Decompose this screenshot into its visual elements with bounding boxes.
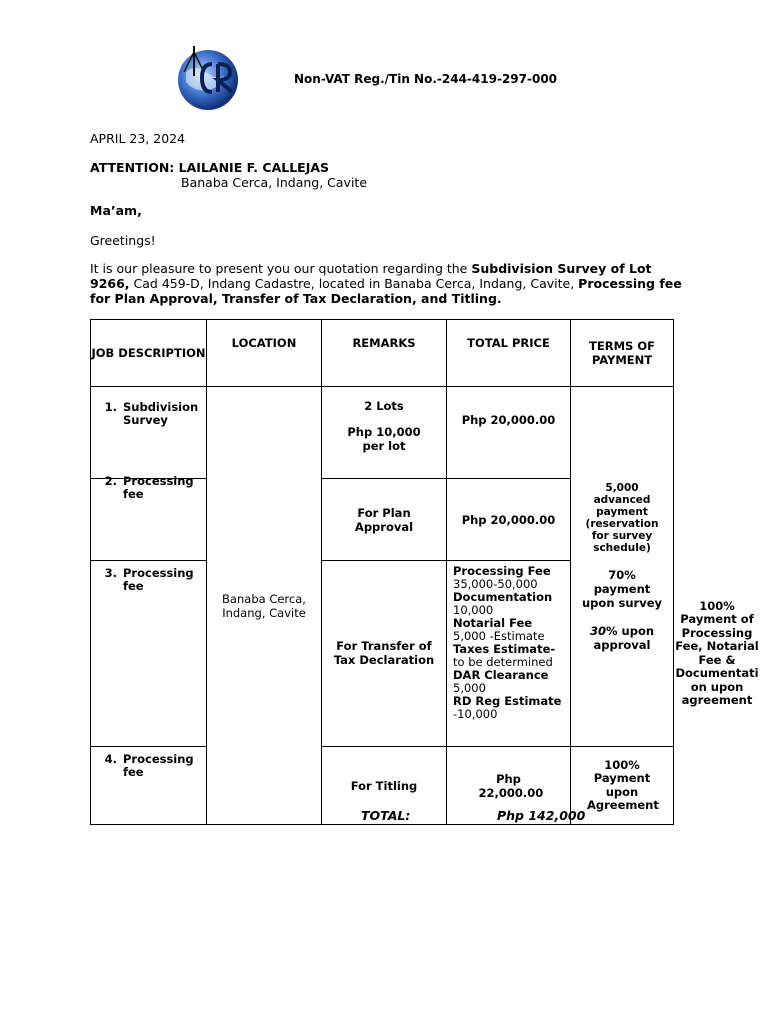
terms-survey: 70% payment upon survey — [582, 567, 663, 610]
fee-value: to be determined — [453, 655, 553, 669]
fees-cell — [447, 561, 571, 747]
terms-approval-rest: upon approval — [593, 623, 655, 652]
job-label: Processing fee — [123, 752, 194, 779]
intro-text-2: Subdivision Survey of Lot 9266, — [90, 261, 652, 291]
job-number: 4. — [104, 752, 117, 766]
job-number: 3. — [104, 566, 117, 580]
job-label: Subdivision Survey — [123, 400, 199, 427]
price-cell: Php 20,000.00 — [447, 479, 571, 561]
fee-value: 10,000 — [453, 603, 494, 617]
fee-item — [453, 695, 564, 721]
job-label: Processing fee — [123, 474, 194, 501]
fee-item — [453, 669, 564, 695]
price-text: Php 22,000.00 — [478, 771, 544, 800]
fee-item — [453, 565, 564, 591]
terms-cell — [571, 747, 674, 825]
terms-approval — [582, 624, 662, 652]
tin-number: Non-VAT Reg./Tin No.-244-419-297-000 — [294, 72, 558, 86]
remarks-cell — [322, 479, 447, 561]
job-number: 2. — [104, 474, 117, 488]
salutation: Ma’am, — [90, 203, 142, 218]
terms-approval-pct-sign: % — [605, 623, 618, 638]
intro-text-1: It is our pleasure to present you our quotation regarding the — [90, 261, 472, 276]
fee-item — [453, 643, 564, 669]
job-cell — [91, 561, 207, 747]
fee-label: RD Reg Estimate — [453, 694, 562, 708]
total-label: TOTAL: — [361, 808, 411, 823]
job-label: Processing fee — [123, 566, 194, 593]
fee-item — [453, 617, 564, 643]
terms-advance: 5,000 advanced payment (reservation for survey schedule) — [585, 481, 659, 554]
location-text: Banaba Cerca, Indang, Cavite — [222, 591, 306, 620]
company-logo — [172, 42, 248, 112]
header-job-description: JOB DESCRIPTION — [91, 320, 207, 387]
total-value: Php 142,000 — [497, 808, 586, 823]
fee-value: -10,000 — [453, 707, 498, 721]
remarks-text: For Transfer of Tax Declaration — [333, 639, 435, 667]
job-cell — [91, 747, 207, 825]
terms-text: 100% Payment of Processing Fee, Notarial Fee & Documentati on upon agreement — [675, 598, 759, 707]
remarks-per-lot: Php 10,000 per lot — [347, 425, 421, 453]
intro-paragraph — [90, 261, 690, 306]
attention-line: ATTENTION: LAILANIE F. CALLEJAS — [90, 160, 330, 175]
recipient-address: Banaba Cerca, Indang, Cavite — [181, 175, 368, 190]
header-total-price: TOTAL PRICE — [447, 320, 571, 387]
intro-text-4: Processing fee for Plan Approval, Transfer of Tax Declaration, and Titling. — [90, 276, 682, 306]
remarks-cell: For Titling — [322, 747, 447, 825]
letter-date: APRIL 23, 2024 — [90, 131, 186, 146]
fee-value: 5,000 — [453, 681, 486, 695]
header-terms-of-payment: TERMS OF PAYMENT — [571, 320, 674, 387]
fee-label: DAR Clearance — [453, 668, 549, 682]
fee-item — [453, 591, 564, 617]
greeting: Greetings! — [90, 233, 156, 248]
remarks-cell — [322, 387, 447, 479]
terms-approval-pct: 30 — [589, 623, 606, 638]
job-number: 1. — [104, 400, 117, 414]
table-row — [91, 387, 674, 479]
remarks-lots: 2 Lots — [364, 399, 404, 413]
header-remarks: REMARKS — [322, 320, 447, 387]
job-cell — [91, 387, 207, 479]
price-cell: Php 20,000.00 — [447, 387, 571, 479]
table-header-row — [91, 320, 674, 387]
fee-label: Taxes Estimate- — [453, 642, 556, 656]
fee-label: Documentation — [453, 590, 553, 604]
remarks-text: For Plan Approval — [354, 505, 414, 534]
location-cell — [207, 387, 322, 825]
fee-value: 5,000 -Estimate — [453, 629, 545, 643]
fee-label: Notarial Fee — [453, 616, 533, 630]
header-location: LOCATION — [207, 320, 322, 387]
terms-text: 100% Payment upon Agreement — [587, 757, 659, 812]
job-cell — [91, 474, 207, 561]
fee-value: 35,000-50,000 — [453, 577, 538, 591]
intro-text-3: Cad 459-D, Indang Cadastre, located in Banaba Cerca, Indang, Cavite, — [129, 276, 579, 291]
quotation-table — [90, 319, 759, 825]
fee-label: Processing Fee — [453, 564, 551, 578]
remarks-cell — [322, 561, 447, 747]
terms-cell — [571, 387, 674, 747]
